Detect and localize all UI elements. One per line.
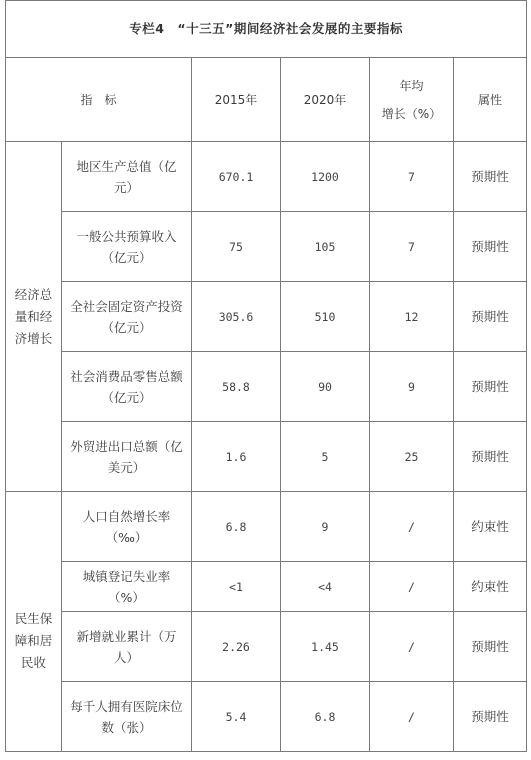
indicator-cell: 地区生产总值（亿元） xyxy=(62,142,192,212)
table-row xyxy=(6,352,527,422)
header-indicator: 指 标 xyxy=(6,58,192,142)
value-2020-cell: <4 xyxy=(281,562,370,612)
indicator-cell: 城镇登记失业率（%） xyxy=(62,562,192,612)
value-2020-cell: 5 xyxy=(281,422,370,492)
indicator-cell: 一般公共预算收入（亿元） xyxy=(62,212,192,282)
table-row xyxy=(6,682,527,752)
group-label-livelihood: 民生保障和居民收 xyxy=(6,492,62,752)
value-2020-cell: 1.45 xyxy=(281,612,370,682)
attribute-cell: 预期性 xyxy=(454,682,527,752)
table-row xyxy=(6,282,527,352)
table-row xyxy=(6,142,527,212)
table-row xyxy=(6,562,527,612)
title-row xyxy=(6,1,527,58)
value-2020-cell: 105 xyxy=(281,212,370,282)
header-growth-line2: 增长（%） xyxy=(381,106,442,121)
group-label-economy: 经济总量和经济增长 xyxy=(6,142,62,492)
growth-cell: 7 xyxy=(370,212,454,282)
table-row xyxy=(6,422,527,492)
value-2015-cell: 1.6 xyxy=(192,422,281,492)
attribute-cell: 约束性 xyxy=(454,562,527,612)
growth-cell: / xyxy=(370,682,454,752)
growth-cell: / xyxy=(370,612,454,682)
indicator-cell: 每千人拥有医院床位数（张） xyxy=(62,682,192,752)
table-title: 专栏4 “十三五”期间经济社会发展的主要指标 xyxy=(6,1,527,58)
header-2020: 2020年 xyxy=(281,58,370,142)
value-2015-cell: 5.4 xyxy=(192,682,281,752)
growth-cell: / xyxy=(370,562,454,612)
growth-cell: 7 xyxy=(370,142,454,212)
value-2015-cell: 670.1 xyxy=(192,142,281,212)
attribute-cell: 预期性 xyxy=(454,422,527,492)
indicator-cell: 全社会固定资产投资（亿元） xyxy=(62,282,192,352)
header-growth xyxy=(370,58,454,142)
value-2020-cell: 510 xyxy=(281,282,370,352)
header-growth-line1: 年均 xyxy=(399,78,424,93)
indicator-cell: 社会消费品零售总额（亿元） xyxy=(62,352,192,422)
attribute-cell: 预期性 xyxy=(454,282,527,352)
value-2015-cell: 6.8 xyxy=(192,492,281,562)
attribute-cell: 预期性 xyxy=(454,612,527,682)
indicator-cell: 外贸进出口总额（亿美元） xyxy=(62,422,192,492)
value-2020-cell: 90 xyxy=(281,352,370,422)
value-2020-cell: 9 xyxy=(281,492,370,562)
value-2015-cell: 58.8 xyxy=(192,352,281,422)
value-2015-cell: 305.6 xyxy=(192,282,281,352)
value-2015-cell: 75 xyxy=(192,212,281,282)
attribute-cell: 预期性 xyxy=(454,142,527,212)
growth-cell: 12 xyxy=(370,282,454,352)
indicators-table xyxy=(5,0,527,752)
header-2015: 2015年 xyxy=(192,58,281,142)
attribute-cell: 预期性 xyxy=(454,352,527,422)
table-row xyxy=(6,492,527,562)
value-2020-cell: 6.8 xyxy=(281,682,370,752)
attribute-cell: 预期性 xyxy=(454,212,527,282)
indicator-cell: 新增就业累计（万人） xyxy=(62,612,192,682)
table-row xyxy=(6,612,527,682)
attribute-cell: 约束性 xyxy=(454,492,527,562)
growth-cell: 25 xyxy=(370,422,454,492)
growth-cell: / xyxy=(370,492,454,562)
growth-cell: 9 xyxy=(370,352,454,422)
header-attribute: 属性 xyxy=(454,58,527,142)
value-2015-cell: 2.26 xyxy=(192,612,281,682)
value-2015-cell: <1 xyxy=(192,562,281,612)
header-row xyxy=(6,58,527,142)
indicator-cell: 人口自然增长率（‰） xyxy=(62,492,192,562)
table-row xyxy=(6,212,527,282)
value-2020-cell: 1200 xyxy=(281,142,370,212)
